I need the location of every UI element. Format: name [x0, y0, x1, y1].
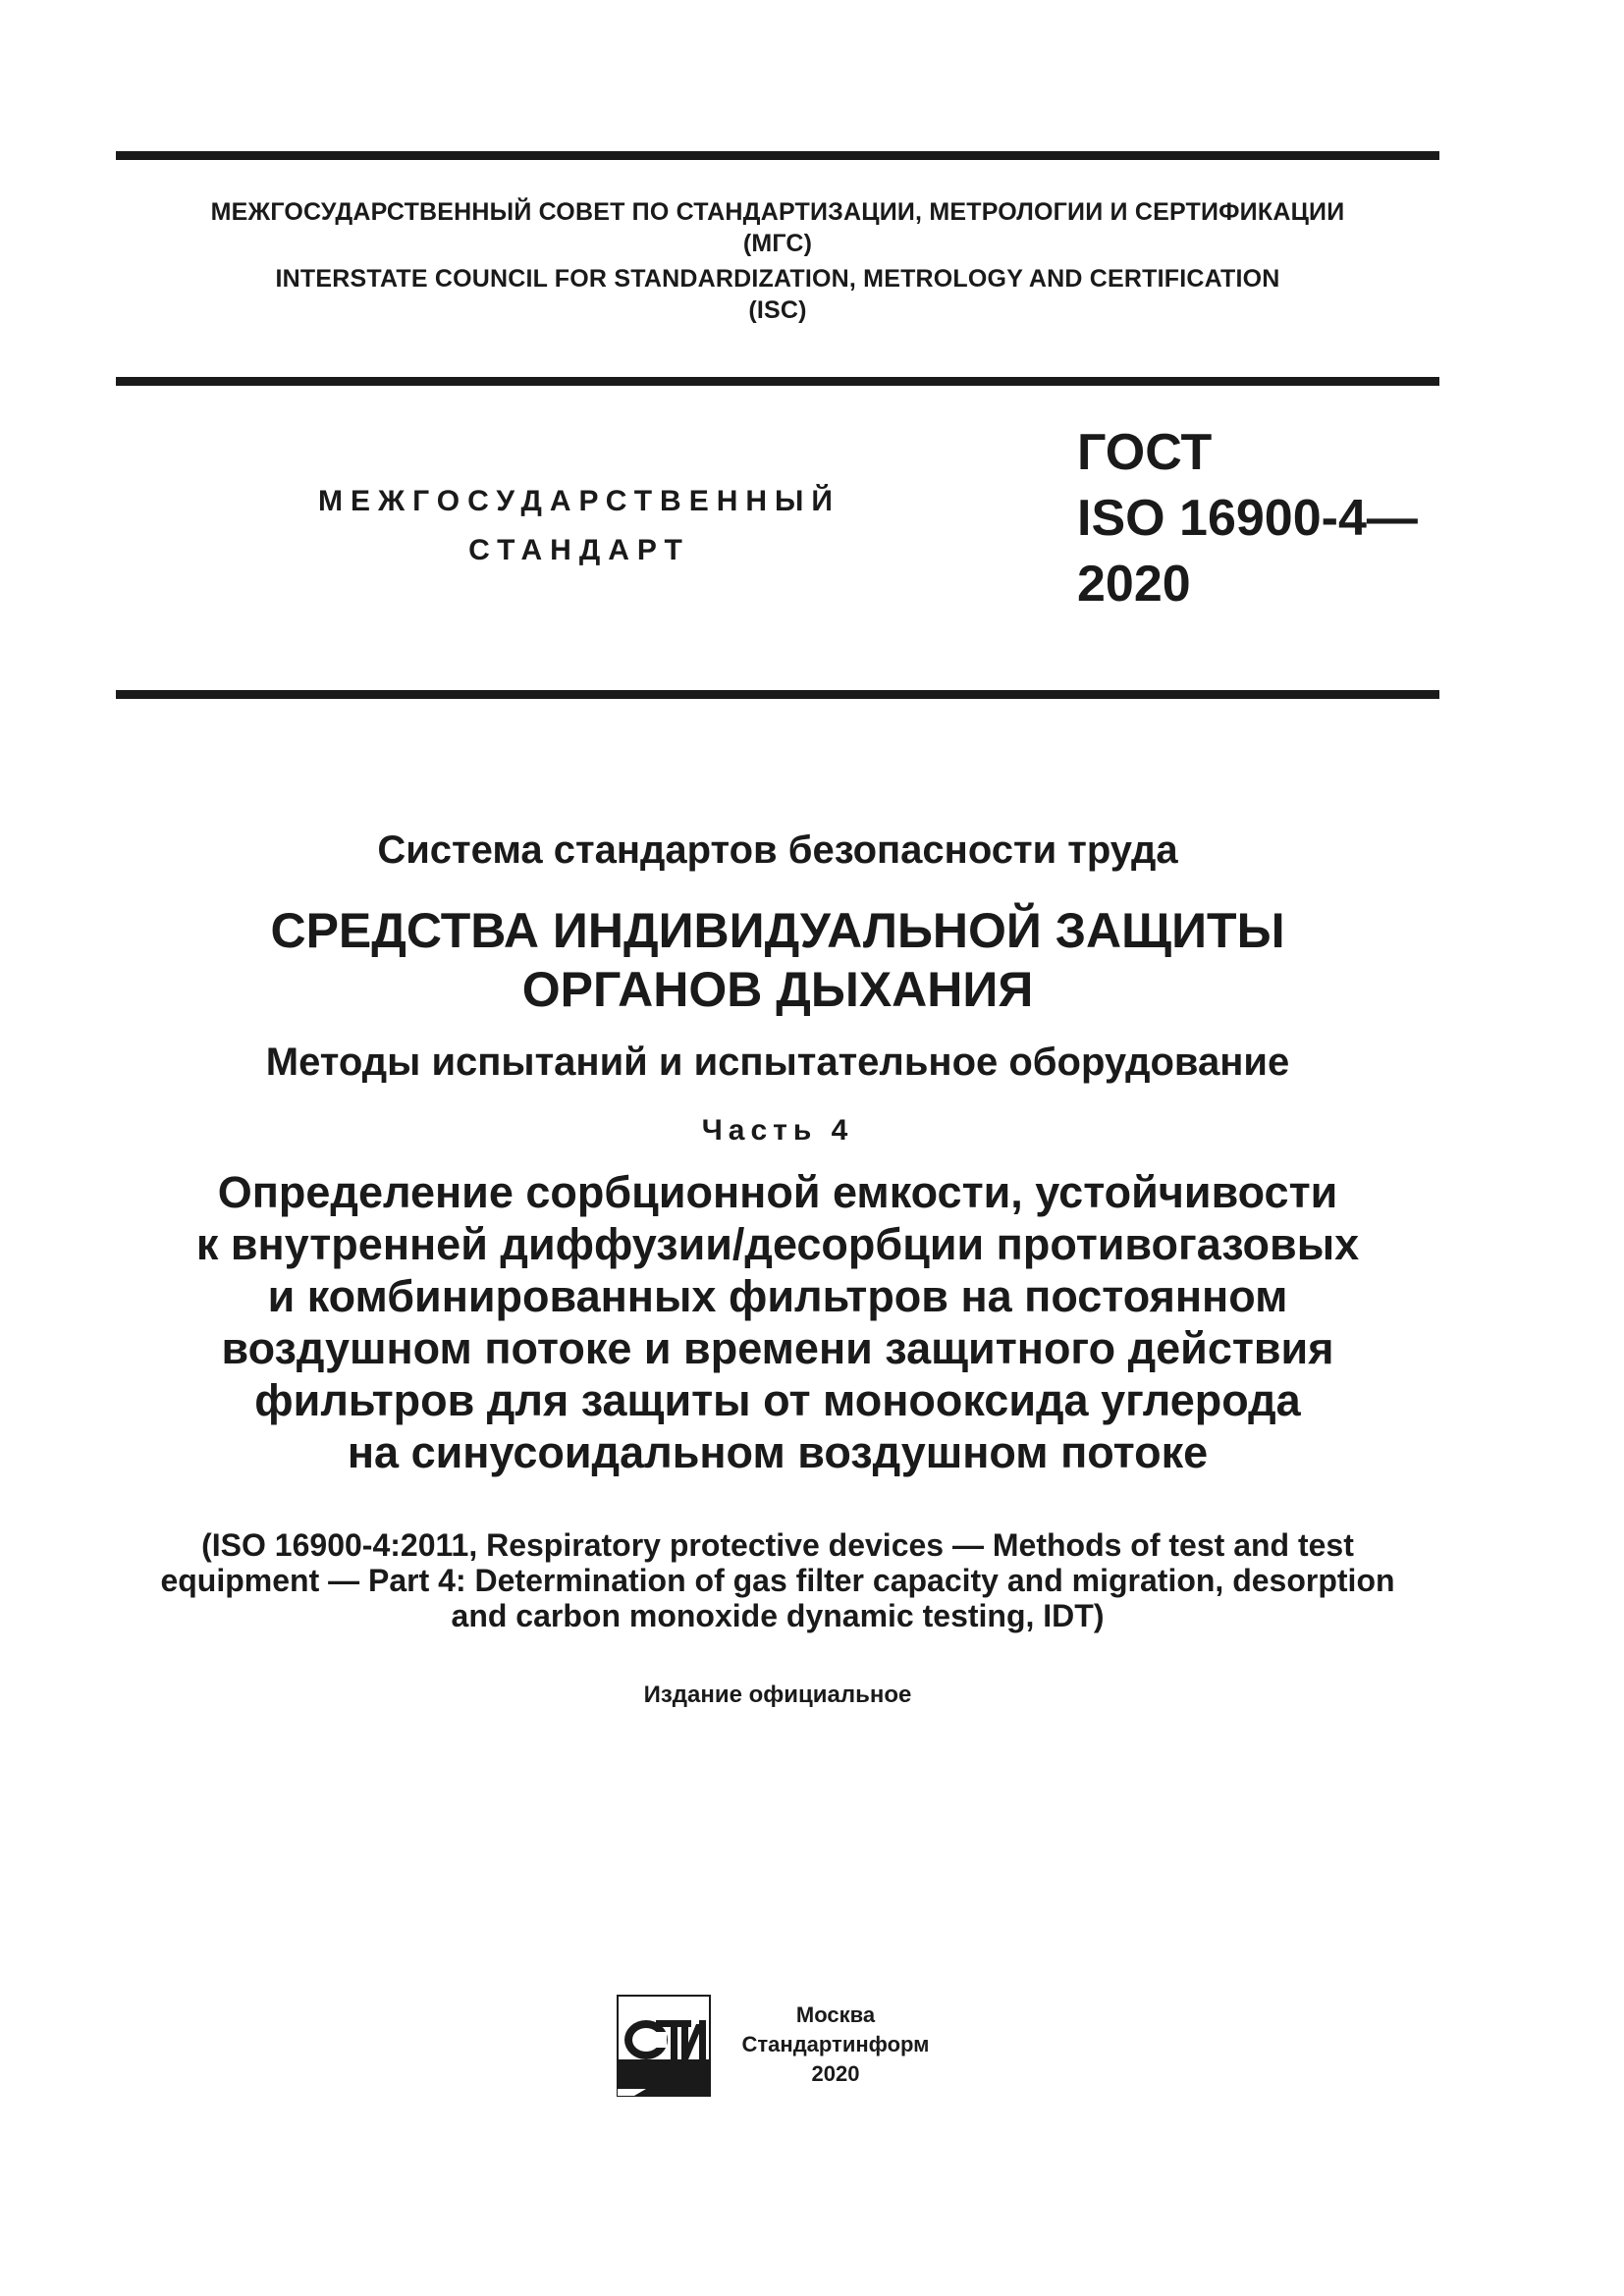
part-number: Часть 4 [701, 1114, 854, 1147]
standard-designation [1077, 420, 1418, 617]
subject-line: на синусоидальном воздушном потоке [347, 1427, 1209, 1477]
subject-line: воздушном потоке и времени защитного действия [221, 1323, 1334, 1373]
designation-line2: ISO 16900-4— [1077, 490, 1418, 547]
iso-reference [116, 1527, 1439, 1633]
publisher-block [617, 1995, 941, 2097]
subject-line: Определение сорбционной емкости, устойчивости [217, 1167, 1338, 1217]
series-title: Система стандартов безопасности труда [377, 828, 1178, 872]
council-ru-abbr: (МГС) [742, 230, 813, 257]
designation-rule [116, 690, 1439, 699]
council-en-abbr: (ISC) [748, 296, 807, 324]
subject-line: к внутренней диффузии/десорбции противогазовых [195, 1219, 1360, 1269]
iso-line: (ISO 16900-4:2011, Respiratory protective devices — Methods of test and test [201, 1527, 1354, 1563]
iso-line: equipment — Part 4: Determination of gas filter capacity and migration, desorption [160, 1563, 1395, 1598]
subject-line: и комбинированных фильтров на постоянном [267, 1271, 1288, 1321]
council-ru-name: МЕЖГОСУДАРСТВЕННЫЙ СОВЕТ ПО СТАНДАРТИЗАЦИИ, МЕТРОЛОГИИ И СЕРТИФИКАЦИИ [210, 198, 1345, 226]
council-en-name: INTERSTATE COUNCIL FOR STANDARDIZATION, METROLOGY AND CERTIFICATION [275, 265, 1280, 293]
publisher-city: Москва [795, 2002, 876, 2027]
publisher-text [732, 2001, 939, 2089]
title-block [116, 825, 1439, 1710]
official-edition: Издание официальное [643, 1682, 912, 1708]
standard-type-line2: СТАНДАРТ [468, 534, 690, 566]
header-rule [116, 377, 1439, 386]
standard-type [295, 477, 864, 575]
council-header [116, 196, 1439, 326]
designation-line3: 2020 [1077, 556, 1191, 613]
designation-line1: ГОСТ [1077, 424, 1213, 481]
main-title [116, 901, 1439, 1019]
methods-title: Методы испытаний и испытательное оборудование [265, 1041, 1290, 1084]
subject-title [116, 1166, 1439, 1478]
main-title-line: СРЕДСТВА ИНДИВИДУАЛЬНОЙ ЗАЩИТЫ [270, 903, 1285, 958]
standartinform-logo-icon [617, 1995, 711, 2097]
main-title-line: ОРГАНОВ ДЫХАНИЯ [521, 962, 1034, 1017]
publisher-year: 2020 [811, 2061, 860, 2086]
iso-line: and carbon monoxide dynamic testing, IDT) [451, 1598, 1105, 1633]
subject-line: фильтров для защиты от монооксида углерода [254, 1375, 1301, 1425]
top-rule [116, 151, 1439, 160]
publisher-name: Стандартинформ [741, 2032, 930, 2056]
standard-type-line1: МЕЖГОСУДАРСТВЕННЫЙ [318, 485, 840, 517]
